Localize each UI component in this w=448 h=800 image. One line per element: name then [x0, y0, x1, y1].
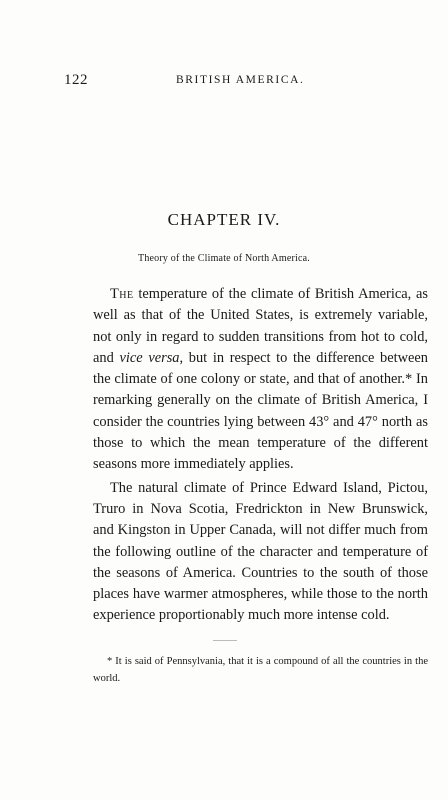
paragraph-1-part-1: temperature of the climate of British America, as well as that of the United States, is extremely variable, not only in regard to sudden transitions from hot to cold, and [93, 286, 428, 366]
paragraph-2: The natural climate of Prince Edward Island, Pictou, Truro in Nova Scotia, Fredrickton in New Brunswick, and Kingston in Upper Canada, will not differ much from the following outline of the character and temperature of the seasons of America. Countries to the south of those places have warmer atmospheres, while those to the north experience proportionably much more intense cold. [93, 479, 428, 624]
chapter-title: CHAPTER IV. [167, 210, 281, 229]
running-head [64, 72, 374, 92]
paragraph-lead-word: The [110, 286, 134, 302]
chapter-subtitle: Theory of the Climate of North America. [138, 253, 310, 264]
running-title: BRITISH AMERICA. [176, 74, 305, 86]
paragraph-1-italic: vice versa [119, 349, 180, 366]
body-text [93, 284, 428, 627]
footnote-text: * It is said of Pennsylvania, that it is a compound of all the countries in the world. [93, 656, 428, 684]
page-number: 122 [64, 72, 88, 88]
paragraph-1-part-2: , but in respect to the difference between the climate of one colony or state, and that of another.* In remarking generally on the climate of British America, I consider the countries lying between 43° and 47° north as those to which the mean temperature of the different seasons more immediately applies. [93, 349, 428, 473]
footnote-rule [213, 640, 237, 641]
paragraph-1 [93, 284, 428, 476]
footnote [93, 653, 428, 687]
